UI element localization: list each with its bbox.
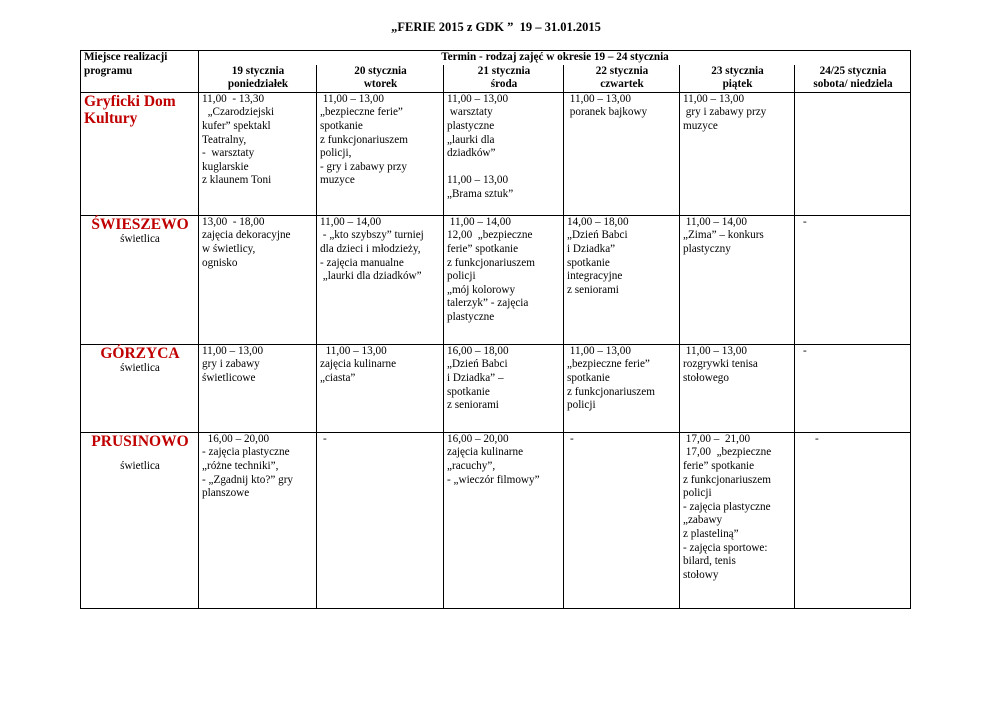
activity-line: 11,00 - 13,30	[202, 92, 265, 105]
activity-line: i Dziadka” –	[447, 371, 504, 384]
activity-line: bilard, tenis	[683, 555, 736, 568]
day-weekday: czwartek	[600, 78, 644, 91]
activity-line: 11,00 – 13,00	[447, 174, 509, 187]
activity-line: z seniorami	[447, 399, 499, 412]
day-header	[795, 65, 911, 93]
activity-line: „różne techniki”,	[202, 459, 279, 472]
day-header	[317, 65, 444, 93]
activity-line: plastyczny	[683, 242, 731, 255]
day-header	[680, 65, 795, 93]
activity-cell	[317, 92, 444, 215]
place-cell	[81, 215, 199, 344]
activity-line: 11,00 – 13,00	[320, 344, 387, 357]
activity-line: ferie” spotkanie	[683, 459, 755, 472]
activity-line: - „Zgadnij kto?” gry	[202, 473, 294, 486]
activity-line: dziadków”	[447, 147, 496, 160]
activity-line: - zajęcia plastyczne	[683, 500, 771, 513]
activity-line: - zajęcia sportowe:	[683, 541, 768, 554]
activity-line: i Dziadka”	[567, 242, 616, 255]
activity-line: 13,00 - 18,00	[202, 215, 265, 228]
activity-cell	[680, 215, 795, 344]
place-cell	[81, 432, 199, 608]
place-name: ŚWIESZEWO	[91, 215, 189, 233]
day-weekday: poniedziałek	[227, 78, 289, 91]
activity-line: „Czarodziejski	[202, 106, 275, 119]
activity-line: integracyjne	[567, 270, 623, 283]
activity-cell	[795, 344, 911, 432]
activity-line: z funkcjonariuszem	[683, 473, 771, 486]
activity-line: muzyce	[683, 119, 718, 132]
activity-line: - „wieczór filmowy”	[447, 473, 540, 486]
activity-cell	[680, 344, 795, 432]
activity-cell	[444, 344, 564, 432]
activity-line: „mój kolorowy	[447, 283, 516, 296]
activity-line: z klaunem Toni	[202, 174, 272, 187]
activity-line: „bezpieczne ferie”	[320, 106, 403, 119]
activity-line: „laurki dla	[447, 133, 495, 146]
activity-line: 14,00 – 18,00	[567, 215, 629, 228]
activity-line: spotkanie	[567, 371, 610, 384]
activity-cell	[317, 215, 444, 344]
document-title: „FERIE 2015 z GDK ” 19 – 31.01.2015	[391, 20, 601, 34]
activity-line: -	[803, 215, 807, 228]
activity-line: 16,00 – 20,00	[447, 432, 509, 445]
day-weekday: piątek	[722, 78, 753, 91]
activity-line: świetlicowe	[202, 371, 256, 384]
activity-cell	[564, 432, 680, 608]
day-header	[444, 65, 564, 93]
table-row	[81, 432, 911, 608]
activity-line: spotkanie	[567, 256, 610, 269]
activity-line: zajęcia kulinarne	[447, 446, 524, 459]
place-subtitle: świetlica	[120, 460, 160, 473]
activity-line: talerzyk” - zajęcia	[447, 297, 529, 310]
activity-line: „Brama sztuk”	[447, 187, 514, 200]
place-header-line: Miejsce realizacji	[84, 51, 168, 63]
activity-line: ferie” spotkanie	[447, 242, 519, 255]
day-weekday: środa	[490, 78, 518, 91]
day-date: 23 stycznia	[711, 64, 764, 77]
activity-line: muzyce	[320, 174, 355, 187]
table-row	[81, 344, 911, 432]
activity-cell	[564, 92, 680, 215]
activity-line: gry i zabawy	[202, 358, 260, 371]
activity-line: 11,00 – 13,00	[683, 344, 747, 357]
activity-line: planszowe	[202, 487, 250, 500]
activity-line: „racuchy”,	[447, 459, 496, 472]
day-header	[564, 65, 680, 93]
activity-line: 11,00 – 13,00	[567, 344, 631, 357]
place-name: PRUSINOWO	[91, 432, 189, 450]
activity-cell	[317, 432, 444, 608]
day-date: 22 stycznia	[595, 64, 649, 77]
day-weekday: sobota/ niedziela	[813, 78, 893, 91]
activity-line: „zabawy	[683, 514, 723, 527]
activity-line: policji	[447, 270, 476, 283]
activity-line: policji	[567, 399, 596, 412]
activity-cell	[680, 432, 795, 608]
activity-line: „bezpieczne ferie”	[567, 358, 650, 371]
day-weekday: wtorek	[363, 78, 398, 91]
activity-line: ognisko	[202, 256, 238, 269]
activity-cell	[795, 92, 911, 215]
activity-line: kufer” spektakl	[202, 119, 271, 132]
activity-line: 11,00 – 14,00	[447, 215, 511, 228]
activity-line: „laurki dla dziadków”	[320, 270, 422, 283]
activity-line: - gry i zabawy przy	[320, 160, 407, 173]
day-header	[199, 65, 317, 93]
activity-line: - zajęcia plastyczne	[202, 446, 290, 459]
activity-line: Teatralny,	[202, 133, 247, 146]
days-header-row	[81, 65, 911, 93]
activity-line: policji	[683, 487, 712, 500]
place-name: Gryficki Dom Kultury	[84, 92, 176, 127]
place-name: GÓRZYCA	[100, 344, 180, 362]
activity-line: 11,00 – 13,00	[567, 92, 631, 105]
activity-line	[447, 161, 561, 175]
activity-line: „Zima” – konkurs	[683, 229, 764, 242]
place-cell	[81, 92, 199, 215]
activity-cell	[444, 432, 564, 608]
activity-line: -	[803, 344, 807, 357]
activity-line: zajęcia kulinarne	[320, 358, 397, 371]
activity-line: 16,00 – 18,00	[447, 344, 509, 357]
activity-line: warsztaty	[447, 106, 493, 119]
day-date: 24/25 stycznia	[819, 64, 887, 77]
activity-line: spotkanie	[320, 119, 363, 132]
place-subtitle: świetlica	[120, 233, 160, 246]
activity-line: - zajęcia manualne	[320, 256, 404, 269]
place-subtitle: świetlica	[120, 362, 160, 375]
activity-line: z seniorami	[567, 283, 619, 296]
activity-cell	[795, 215, 911, 344]
activity-cell	[199, 92, 317, 215]
activity-cell	[317, 344, 444, 432]
activity-line: 16,00 – 20,00	[202, 432, 270, 445]
term-header: Termin - rodzaj zajęć w okresie 19 – 24 stycznia	[199, 51, 911, 65]
activity-line: „Dzień Babci	[567, 229, 628, 242]
activity-cell	[444, 215, 564, 344]
activity-line: 17,00 – 21,00	[683, 432, 751, 445]
table-row	[81, 215, 911, 344]
activity-cell	[795, 432, 911, 608]
activity-line: zajęcia dekoracyjne	[202, 229, 291, 242]
activity-cell	[564, 344, 680, 432]
activity-cell	[199, 432, 317, 608]
activity-line: 11,00 – 13,00	[320, 92, 384, 105]
activity-line: stołowego	[683, 371, 729, 384]
activity-line: poranek bajkowy	[567, 106, 648, 119]
activity-line: spotkanie	[447, 385, 490, 398]
activity-cell	[680, 92, 795, 215]
header-row	[81, 51, 911, 65]
activity-line: - warsztaty	[202, 147, 255, 160]
activity-line: policji,	[320, 147, 352, 160]
activity-line: -	[570, 432, 574, 445]
place-header	[81, 51, 199, 93]
activity-line: 17,00 „bezpieczne	[683, 446, 772, 459]
activity-cell	[564, 215, 680, 344]
activity-line: 11,00 – 13,00	[683, 92, 745, 105]
activity-cell	[199, 215, 317, 344]
activity-line: -	[815, 432, 819, 445]
activity-line: w świetlicy,	[202, 242, 256, 255]
activity-line: „ciasta”	[320, 371, 356, 384]
day-date: 19 stycznia	[231, 64, 285, 77]
activity-line: 11,00 – 14,00	[683, 215, 747, 228]
activity-line: 12,00 „bezpieczne	[447, 229, 533, 242]
activity-line: z plasteliną”	[683, 527, 739, 540]
place-cell	[81, 344, 199, 432]
activity-line: z funkcjonariuszem	[447, 256, 535, 269]
schedule-table	[80, 50, 911, 609]
day-date: 20 stycznia	[354, 64, 407, 77]
activity-line: „Dzień Babci	[447, 358, 508, 371]
day-date: 21 stycznia	[477, 64, 531, 77]
table-row	[81, 92, 911, 215]
activity-line: z funkcjonariuszem	[567, 385, 655, 398]
activity-line: stołowy	[683, 568, 719, 581]
place-header-line: programu	[84, 64, 133, 77]
activity-line: 11,00 – 13,00	[202, 344, 264, 357]
activity-line: 11,00 – 13,00	[447, 92, 509, 105]
activity-cell	[444, 92, 564, 215]
activity-line: plastyczne	[447, 119, 495, 132]
activity-line: z funkcjonariuszem	[320, 133, 408, 146]
activity-line: -	[323, 432, 327, 445]
activity-line: dla dzieci i młodzieży,	[320, 242, 421, 255]
activity-line: - „kto szybszy” turniej	[320, 229, 424, 242]
activity-line: 11,00 – 14,00	[320, 215, 382, 228]
activity-line: gry i zabawy przy	[683, 106, 767, 119]
activity-line: plastyczne	[447, 310, 495, 323]
activity-line: rozgrywki tenisa	[683, 358, 758, 371]
activity-line: kuglarskie	[202, 160, 249, 173]
activity-cell	[199, 344, 317, 432]
